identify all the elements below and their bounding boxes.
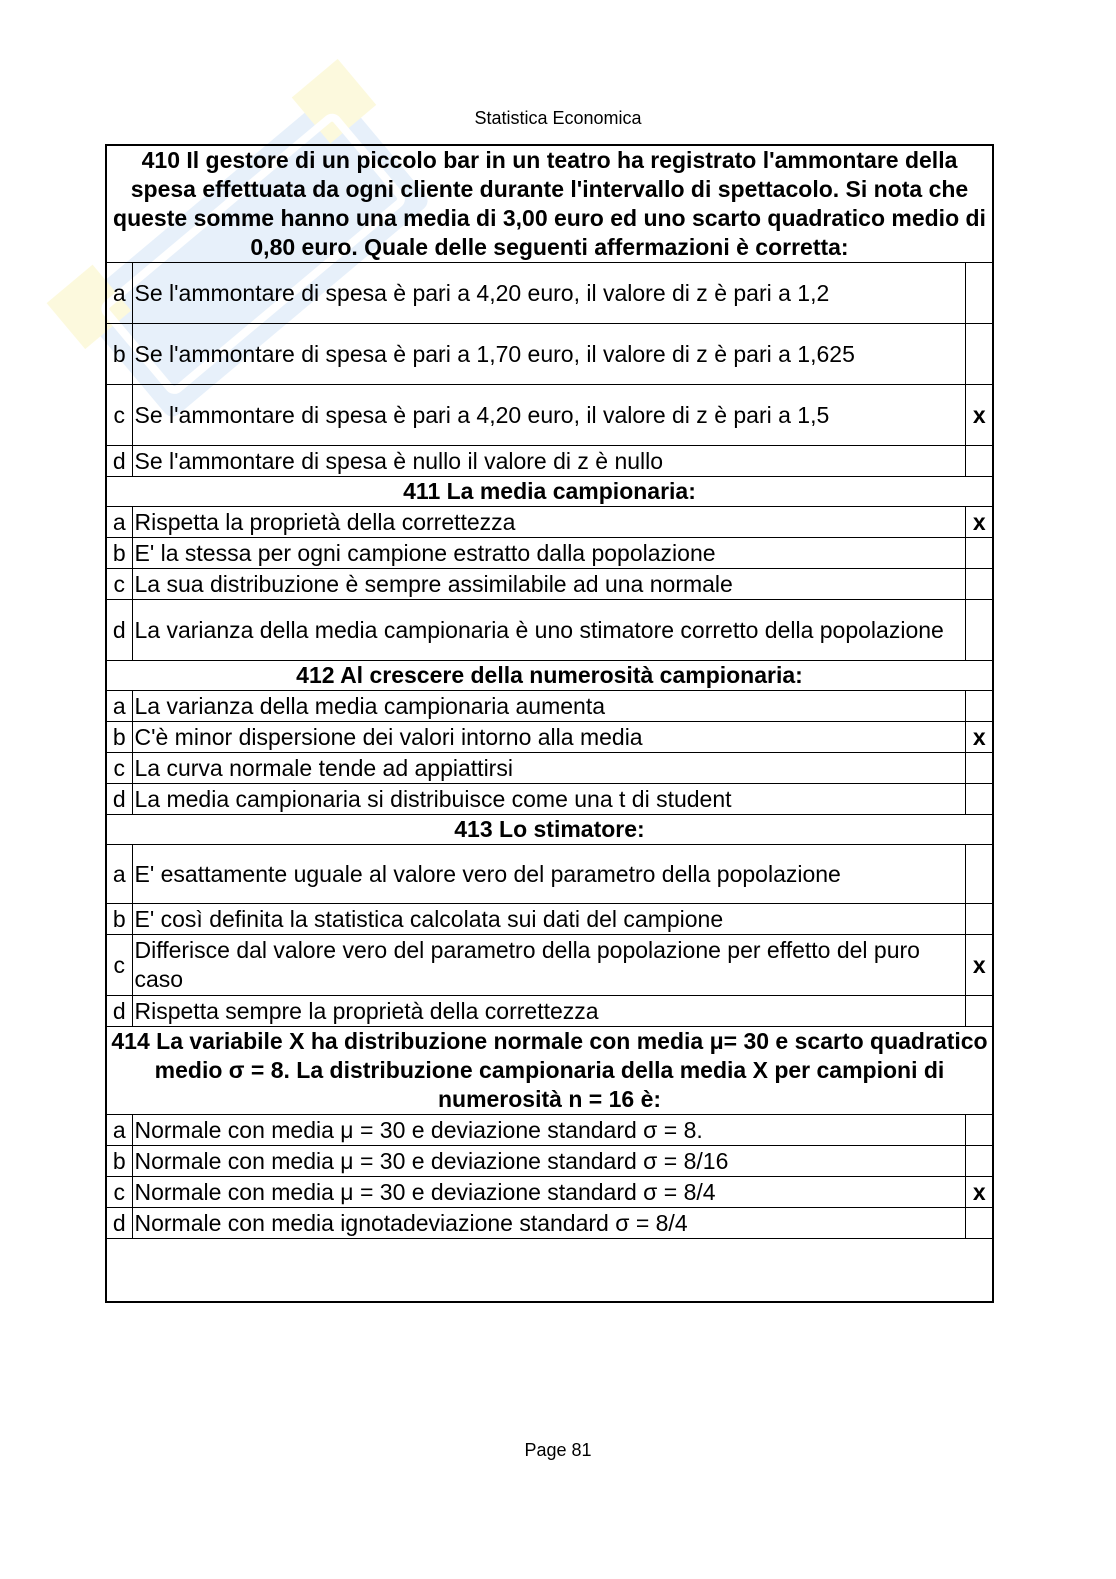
answer-mark (966, 263, 993, 324)
answer-mark (966, 753, 993, 784)
option-text: Se l'ammontare di spesa è pari a 4,20 euro, il valore di z è pari a 1,2 (132, 263, 966, 324)
question-row (106, 477, 993, 507)
option-text: La sua distribuzione è sempre assimilabile ad una normale (132, 569, 966, 600)
question-row (106, 1027, 993, 1115)
option-text: Rispetta la proprietà della correttezza (132, 507, 966, 538)
option-row (106, 600, 993, 661)
option-letter: d (106, 1208, 132, 1239)
option-text: E' così definita la statistica calcolata sui dati del campione (132, 904, 966, 935)
option-letter: d (106, 600, 132, 661)
option-letter: c (106, 569, 132, 600)
option-letter: a (106, 691, 132, 722)
question-text: 412 Al crescere della numerosità campionaria: (106, 661, 993, 691)
option-letter: a (106, 263, 132, 324)
option-letter: a (106, 1115, 132, 1146)
answer-mark (966, 446, 993, 477)
option-row (106, 935, 993, 996)
quiz-table (105, 144, 994, 1303)
option-letter: d (106, 996, 132, 1027)
option-letter: b (106, 722, 132, 753)
option-text: Se l'ammontare di spesa è pari a 4,20 euro, il valore di z è pari a 1,5 (132, 385, 966, 446)
answer-mark (966, 845, 993, 904)
answer-mark (966, 1146, 993, 1177)
option-row (106, 691, 993, 722)
option-letter: c (106, 935, 132, 996)
question-row (106, 661, 993, 691)
option-text: Normale con media μ = 30 e deviazione standard σ = 8. (132, 1115, 966, 1146)
page-header: Statistica Economica (474, 108, 642, 128)
option-letter: b (106, 1146, 132, 1177)
option-text: La curva normale tende ad appiattirsi (132, 753, 966, 784)
answer-mark (966, 904, 993, 935)
option-row (106, 1208, 993, 1239)
option-row (106, 569, 993, 600)
empty-cell (106, 1239, 993, 1303)
option-letter: b (106, 324, 132, 385)
answer-mark: x (966, 385, 993, 446)
answer-mark (966, 324, 993, 385)
option-row (106, 538, 993, 569)
option-row (106, 263, 993, 324)
answer-mark: x (966, 1177, 993, 1208)
option-letter: b (106, 538, 132, 569)
option-letter: a (106, 845, 132, 904)
option-text: Se l'ammontare di spesa è nullo il valore di z è nullo (132, 446, 966, 477)
answer-mark (966, 600, 993, 661)
option-text: Normale con media ignotadeviazione standard σ = 8/4 (132, 1208, 966, 1239)
page-number: Page 81 (524, 1440, 592, 1460)
question-text: 411 La media campionaria: (106, 477, 993, 507)
answer-mark (966, 538, 993, 569)
question-text: 413 Lo stimatore: (106, 815, 993, 845)
answer-mark (966, 784, 993, 815)
option-row (106, 324, 993, 385)
option-text: Differisce dal valore vero del parametro della popolazione per effetto del puro caso (132, 935, 966, 996)
answer-mark: x (966, 935, 993, 996)
answer-mark (966, 996, 993, 1027)
option-row (106, 904, 993, 935)
option-row (106, 446, 993, 477)
option-text: Se l'ammontare di spesa è pari a 1,70 euro, il valore di z è pari a 1,625 (132, 324, 966, 385)
option-letter: a (106, 507, 132, 538)
answer-mark (966, 691, 993, 722)
answer-mark (966, 569, 993, 600)
answer-mark: x (966, 507, 993, 538)
option-text: La varianza della media campionaria è uno stimatore corretto della popolazione (132, 600, 966, 661)
option-letter: b (106, 904, 132, 935)
option-text: La media campionaria si distribuisce come una t di student (132, 784, 966, 815)
question-row (106, 145, 993, 263)
option-text: Normale con media μ = 30 e deviazione standard σ = 8/16 (132, 1146, 966, 1177)
option-letter: d (106, 446, 132, 477)
answer-mark (966, 1208, 993, 1239)
empty-row (106, 1239, 993, 1303)
option-row (106, 1146, 993, 1177)
option-letter: d (106, 784, 132, 815)
option-row (106, 385, 993, 446)
option-text: Rispetta sempre la proprietà della correttezza (132, 996, 966, 1027)
option-text: C'è minor dispersione dei valori intorno alla media (132, 722, 966, 753)
option-text: E' esattamente uguale al valore vero del parametro della popolazione (132, 845, 966, 904)
option-text: La varianza della media campionaria aumenta (132, 691, 966, 722)
option-letter: c (106, 1177, 132, 1208)
option-letter: c (106, 753, 132, 784)
option-letter: c (106, 385, 132, 446)
answer-mark: x (966, 722, 993, 753)
option-row (106, 1177, 993, 1208)
option-row (106, 1115, 993, 1146)
option-text: Normale con media μ = 30 e deviazione standard σ = 8/4 (132, 1177, 966, 1208)
option-row (106, 722, 993, 753)
question-row (106, 815, 993, 845)
answer-mark (966, 1115, 993, 1146)
option-row (106, 996, 993, 1027)
option-row (106, 784, 993, 815)
option-row (106, 753, 993, 784)
option-row (106, 845, 993, 904)
option-text: E' la stessa per ogni campione estratto dalla popolazione (132, 538, 966, 569)
option-row (106, 507, 993, 538)
question-text: 414 La variabile X ha distribuzione normale con media μ= 30 e scarto quadratico medio σ = 8. La distribuzione campionaria della media X per campioni di numerosità n = 16 è: (106, 1027, 993, 1115)
question-text: 410 Il gestore di un piccolo bar in un teatro ha registrato l'ammontare della spesa effettuata da ogni cliente durante l'intervallo di spettacolo. Si nota che queste somme hanno una media di 3,00 euro ed uno scarto quadratico medio di 0,80 euro. Quale delle seguenti affermazioni è corretta: (106, 145, 993, 263)
